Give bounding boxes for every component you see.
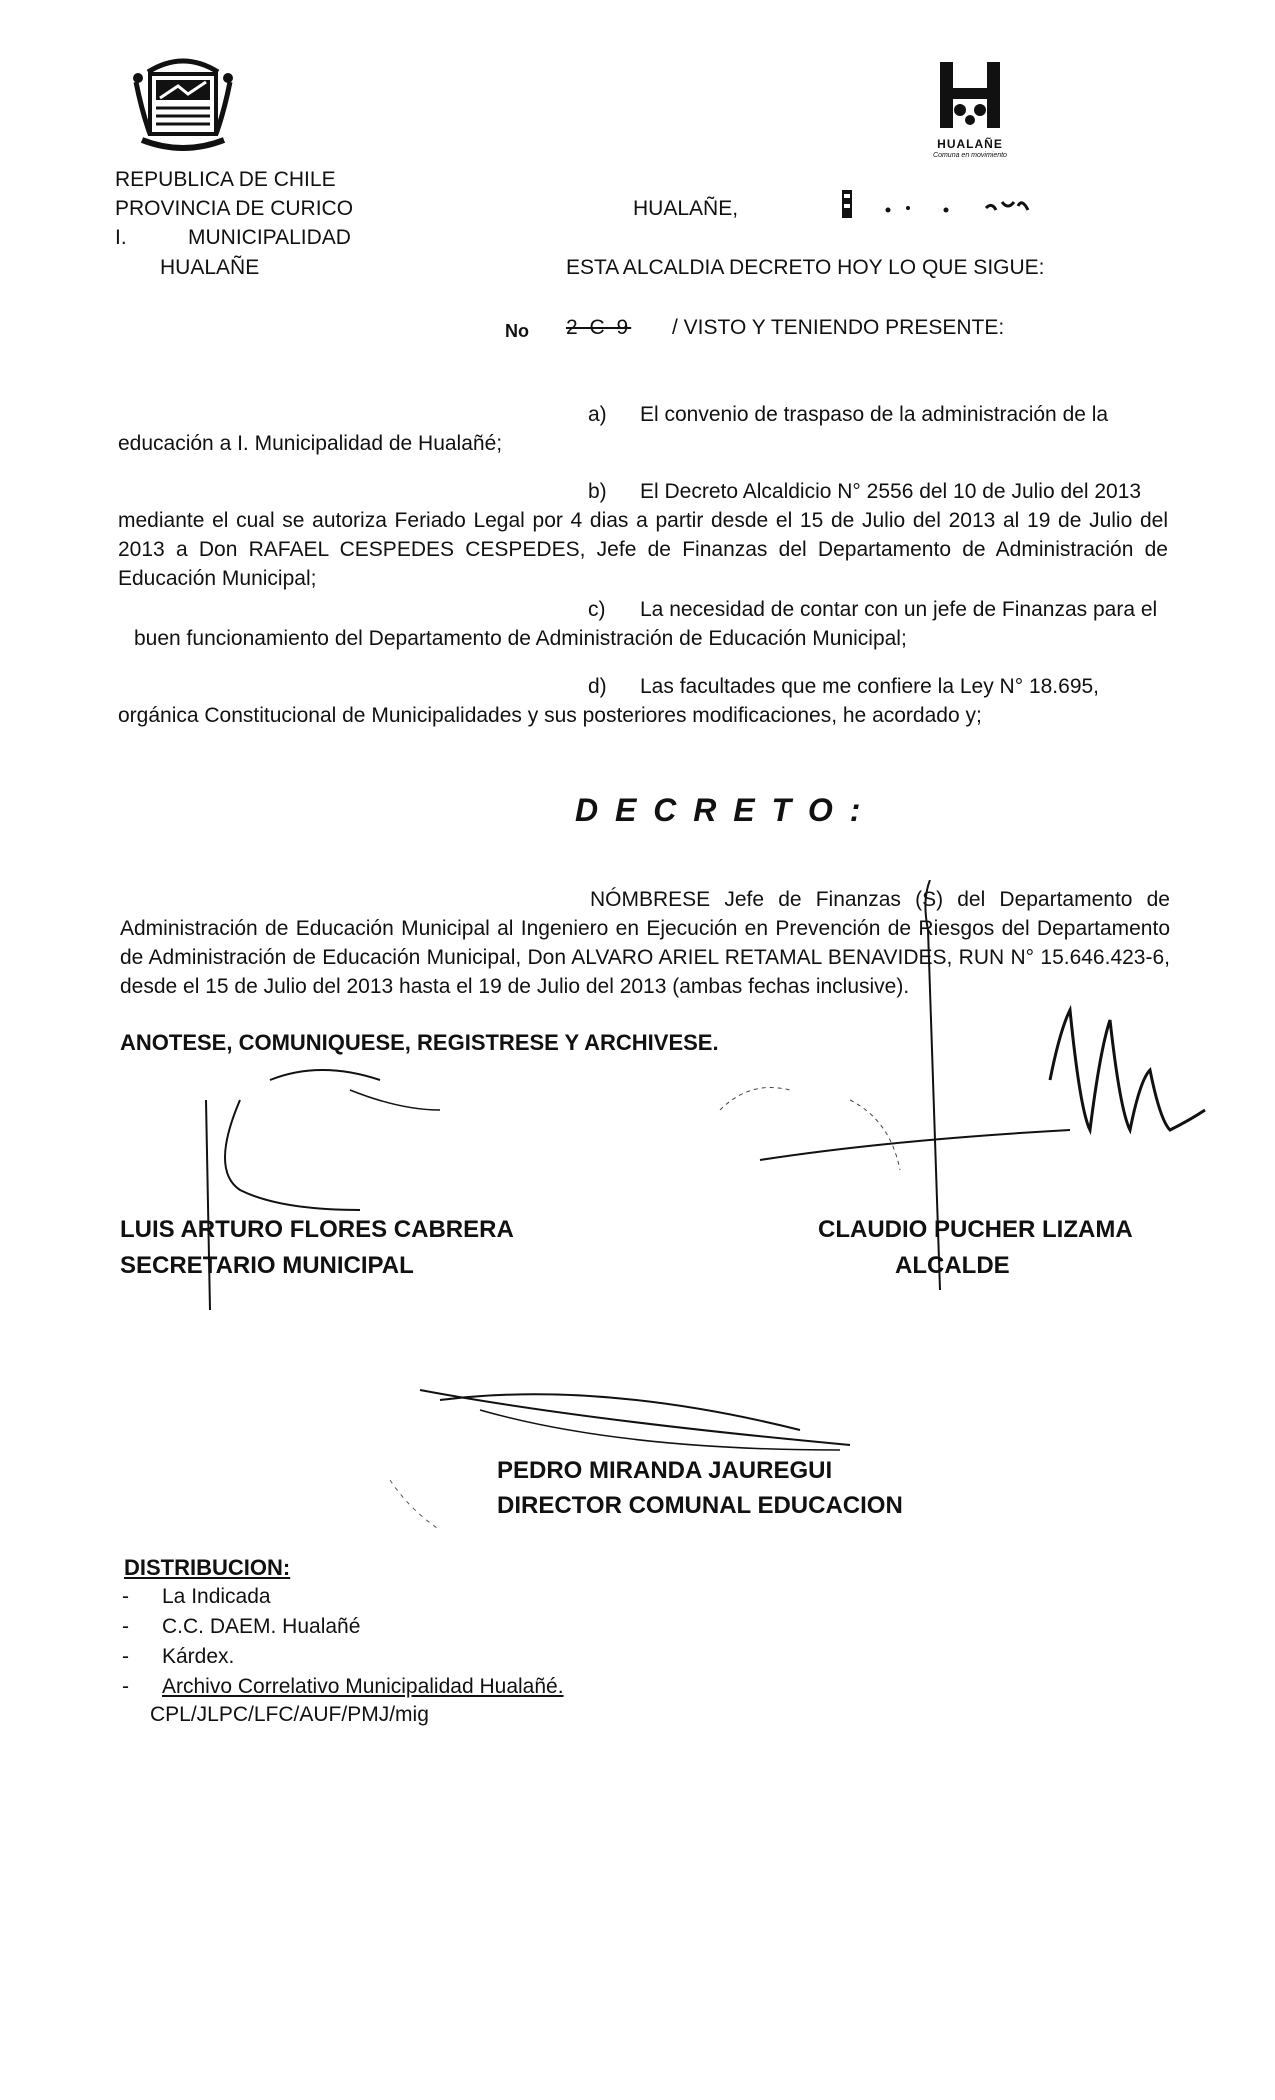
header-i: I. [115,226,127,249]
consideration-c-rest: buen funcionamiento del Departamento de Administración de Educación Municipal; [134,627,907,650]
distribution-initials: CPL/JLPC/LFC/AUF/PMJ/mig [150,1703,429,1726]
decree-intro: ESTA ALCALDIA DECRETO HOY LO QUE SIGUE: [566,256,1045,279]
consideration-b-rest: mediante el cual se autoriza Feriado Legal por 4 dias a partir desde el 15 de Julio del 2013 al 19 de Julio del 2013 a Don RAFAEL CESPEDES CESPEDES, Jefe de Finanzas del Departamento de Administración de Educación Municipal; [118,509,1168,590]
consideration-d-first: d) Las facultades que me confiere la Ley N° 18.695, [588,672,1168,701]
secretary-name: LUIS ARTURO FLORES CABRERA [120,1216,514,1243]
consideration-c-first: c) La necesidad de contar con un jefe de Finanzas para el [588,595,1168,624]
distribution-item: - C.C. DAEM. Hualañé [122,1615,361,1638]
hualane-logo-name: HUALAÑE [937,137,1003,151]
mayor-name: CLAUDIO PUCHER LIZAMA [818,1216,1133,1243]
visto-heading: / VISTO Y TENIENDO PRESENTE: [672,316,1005,339]
header-province: PROVINCIA DE CURICO [115,197,354,220]
director-name: PEDRO MIRANDA JAUREGUI [497,1457,833,1484]
hualane-logo [930,58,1010,158]
distribution-item: - Kárdex. [122,1645,235,1668]
resolution-first: NÓMBRESE Jefe de Finanzas (S) del Departamento de [590,888,1170,911]
director-title: DIRECTOR COMUNAL EDUCACION [497,1492,903,1519]
consideration-b-letter: b) [588,480,607,503]
date-stamp-mark [838,186,1038,222]
consideration-a-rest: educación a I. Municipalidad de Hualañé; [118,432,503,455]
consideration-a-letter: a) [588,403,607,426]
header-municipality: MUNICIPALIDAD [188,226,351,249]
consideration-d-letter: d) [588,675,607,698]
consideration-a-first: a) El convenio de traspaso de la administración de la [588,400,1168,429]
consideration-c-letter: c) [588,598,606,621]
coat-of-arms-logo [128,52,238,157]
distribution-item: - Archivo Correlativo Municipalidad Hualañé. [122,1675,564,1698]
decree-number-value: 2 C 9 [566,316,632,339]
header-republic: REPUBLICA DE CHILE [115,168,336,191]
distribution-title: DISTRIBUCION: [124,1555,291,1580]
resolution-rest: Administración de Educación Municipal al Ingeniero en Ejecución en Prevención de Riesgos del Departamento de Administración de Educación Municipal, Don ALVARO ARIEL RETAMAL BENAVIDES, RUN N° 15.646.423-6, desde el 15 de Julio del 2013 hasta el 19 de Julio del 2013 (ambas fechas inclusive). [120,917,1170,998]
decreto-title: D E C R E T O : [575,792,865,828]
closing-formula: ANOTESE, COMUNIQUESE, REGISTRESE Y ARCHIVESE. [120,1030,719,1055]
mayor-title: ALCALDE [895,1252,1010,1279]
distribution-item: - La Indicada [122,1585,271,1608]
hualane-logo-tagline: Comuna en movimiento [933,152,1007,159]
place-date-label: HUALAÑE, [633,197,739,220]
secretary-title: SECRETARIO MUNICIPAL [120,1252,414,1279]
header-hualane: HUALAÑE [160,256,260,279]
consideration-d-rest: orgánica Constitucional de Municipalidades y sus posteriores modificaciones, he acordado y; [118,704,982,727]
decree-number-prefix: No [505,321,529,341]
consideration-b-first: b) El Decreto Alcaldicio N° 2556 del 10 de Julio del 2013 [588,477,1168,506]
